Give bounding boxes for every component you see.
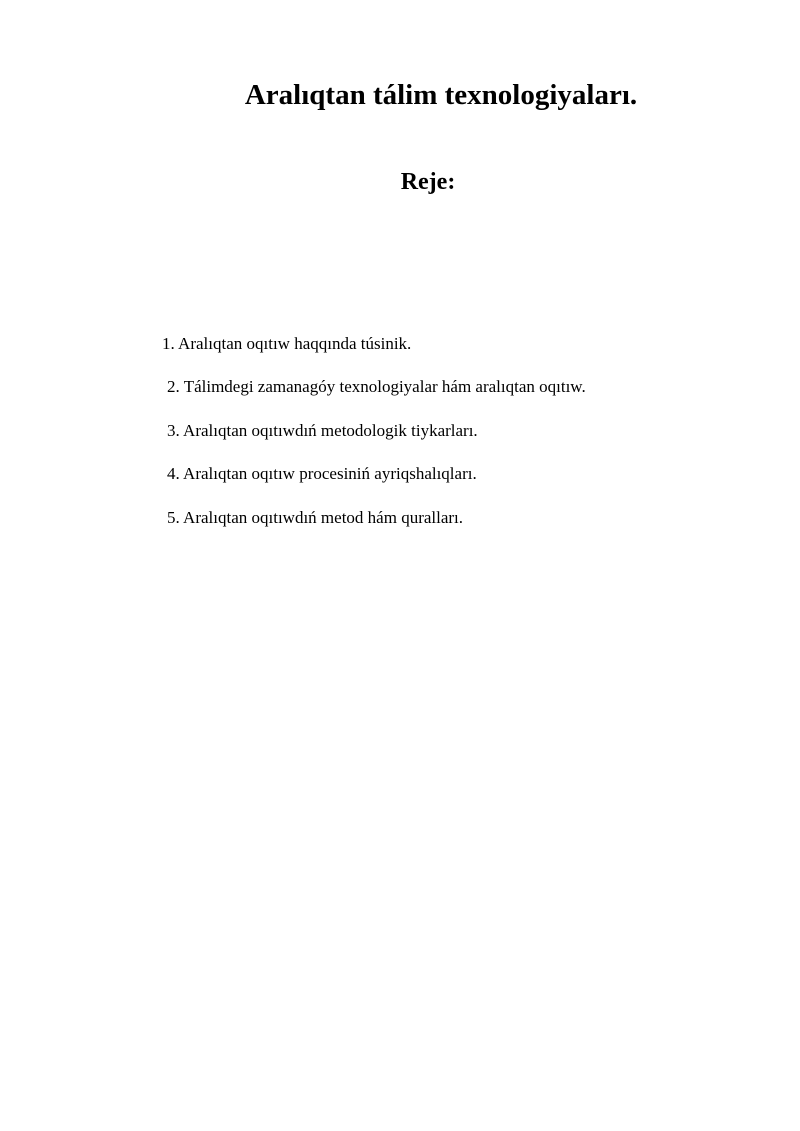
plan-item-3: 3. Aralıqtan oqıtıwdıń metodologik tiykarları. <box>167 421 478 440</box>
plan-item-5: 5. Aralıqtan oqıtıwdıń metod hám quralları. <box>167 508 464 527</box>
plan-heading: Reje: <box>400 169 456 195</box>
plan-item-1: 1. Aralıqtan oqıtıw haqqında túsinik. <box>162 334 412 353</box>
document-title: Aralıqtan tálim texnologiyaları. <box>244 79 638 111</box>
plan-item-2: 2. Tálimdegi zamanagóy texnologiyalar hám aralıqtan oqıtıw. <box>167 377 586 396</box>
plan-item-4: 4. Aralıqtan oqıtıw procesiniń ayriqshalıqları. <box>167 464 477 483</box>
